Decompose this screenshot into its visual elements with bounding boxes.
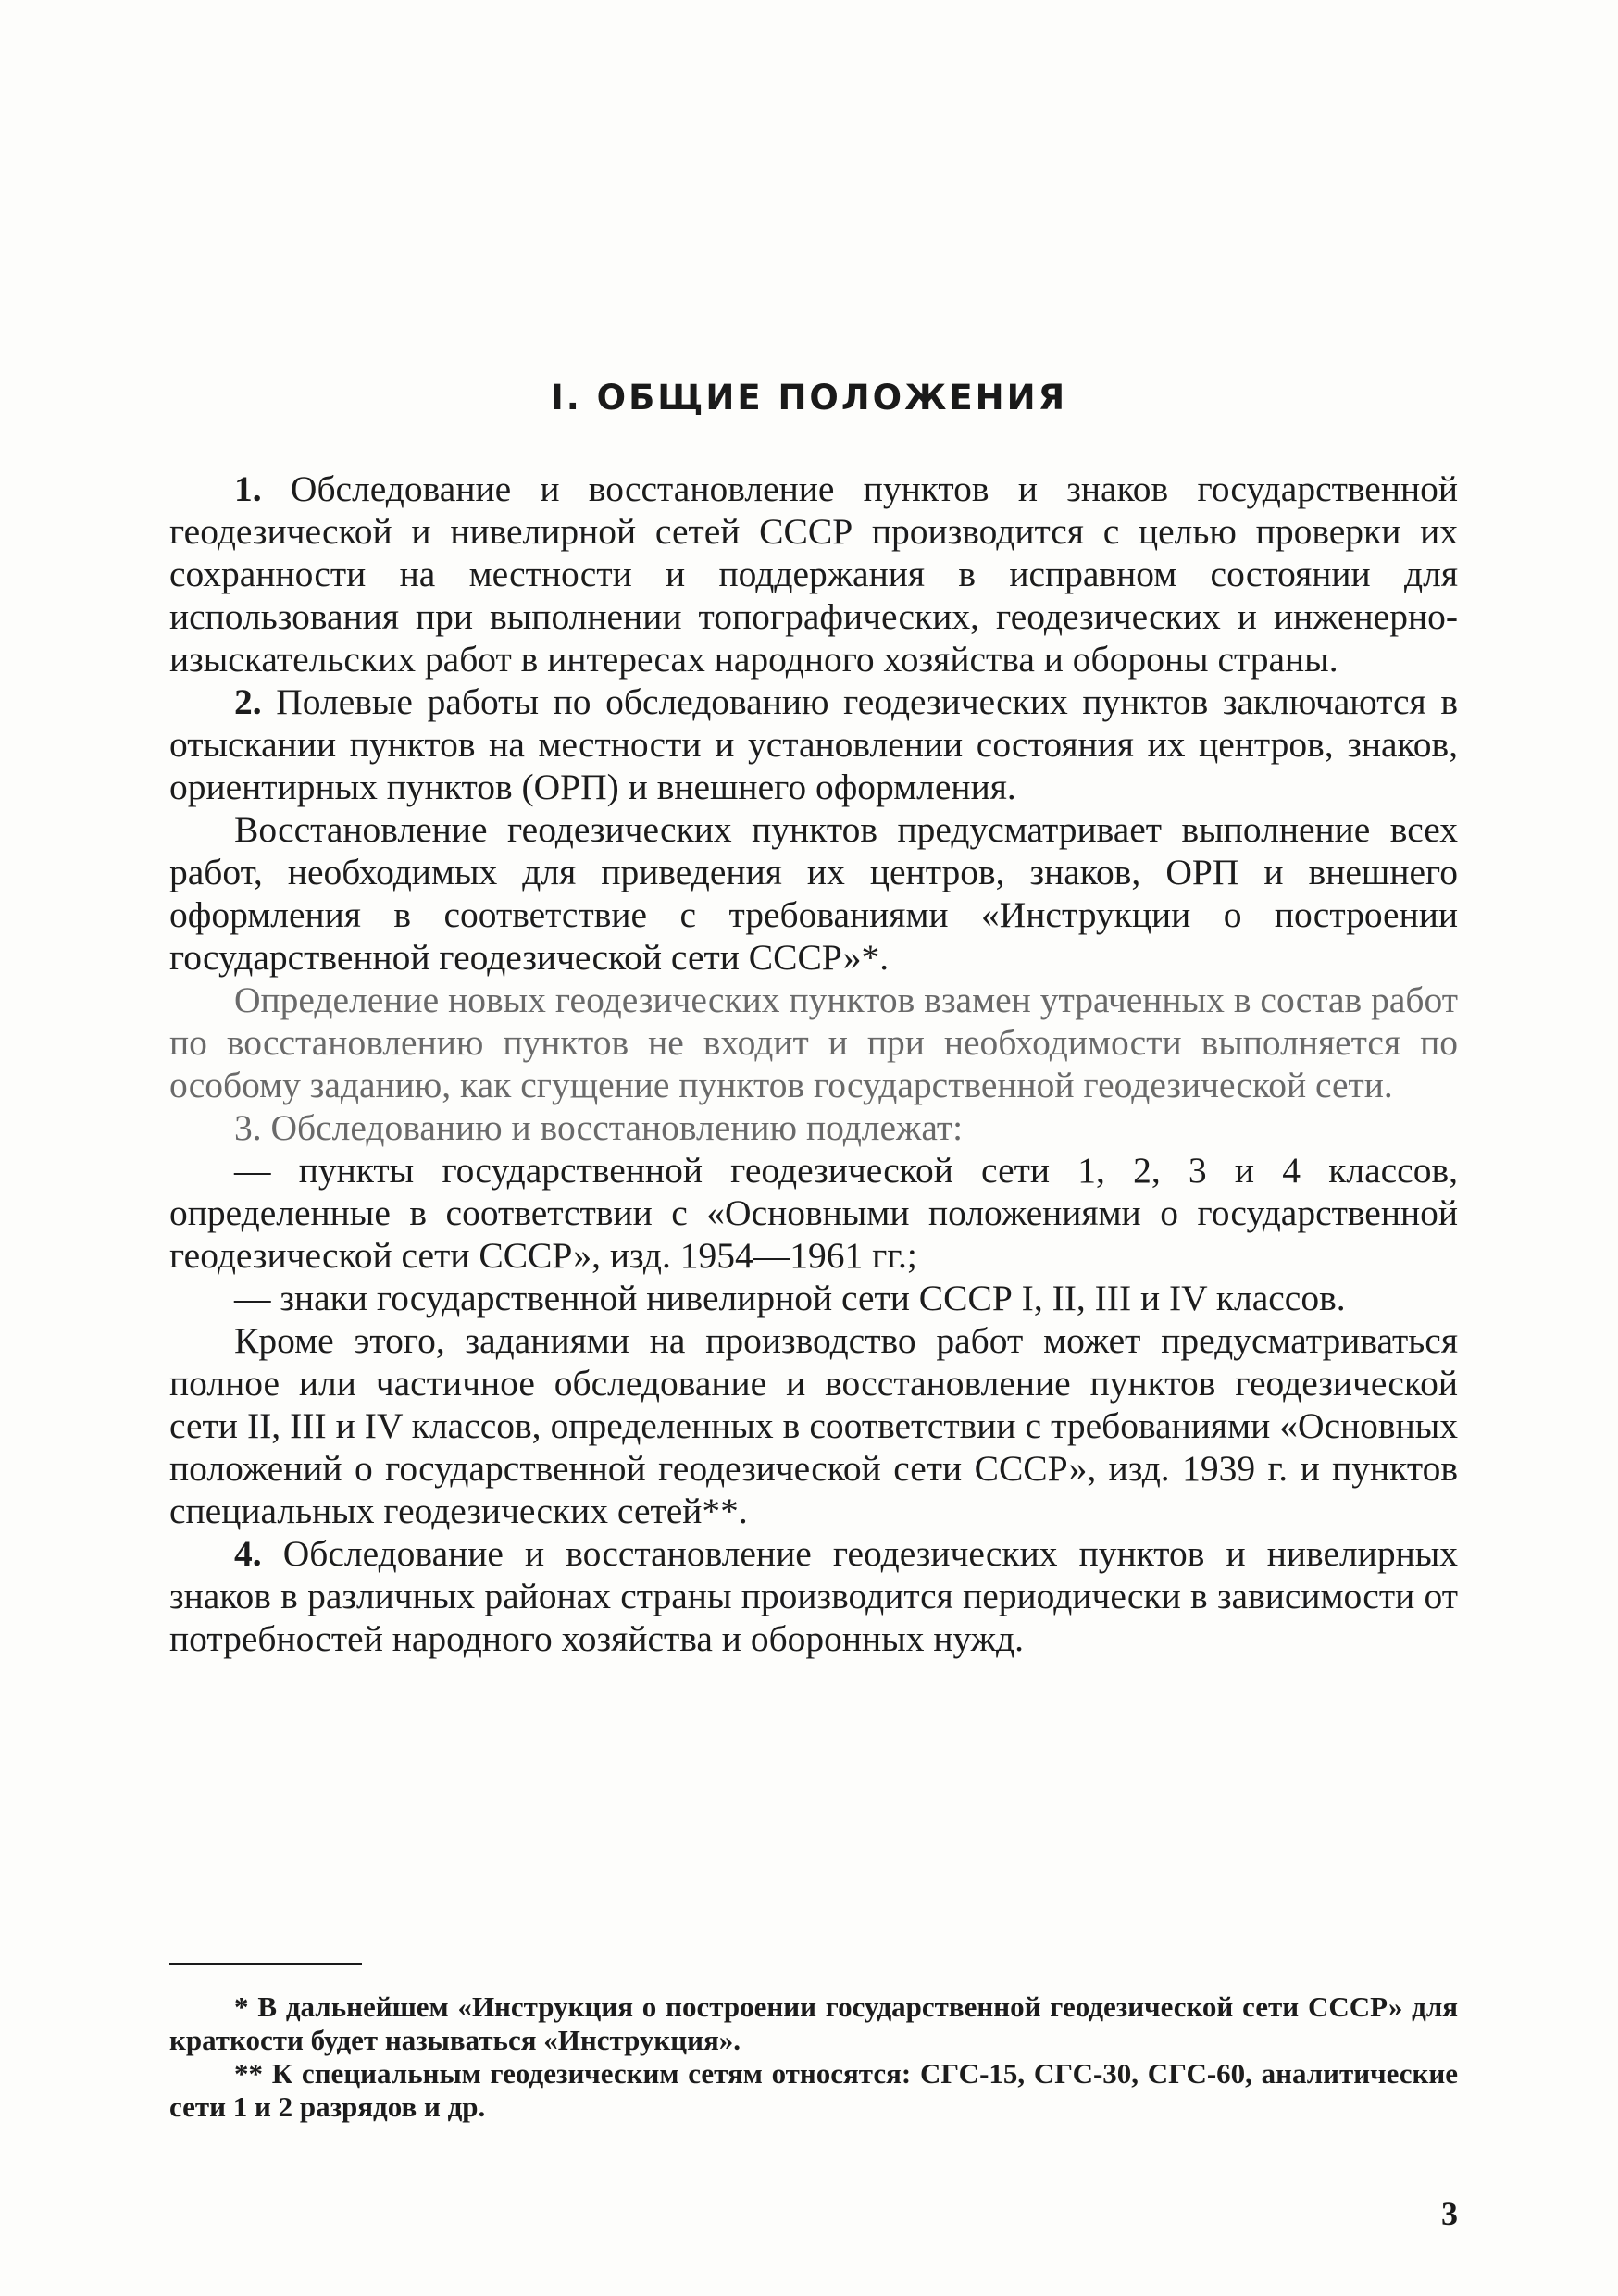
- paragraph-9: [169, 1532, 1458, 1660]
- footnote-divider: [169, 1963, 362, 1965]
- footnotes: [169, 1990, 1458, 2124]
- list-item-geodetic-points: — пункты государственной геодезической сети 1, 2, 3 и 4 классов, определенные в соответствии с «Основными положениями о государственной геодезической сети СССР», изд. 1954—1961 гг.;: [169, 1150, 1458, 1276]
- section-heading: I. ОБЩИЕ ПОЛОЖЕНИЯ: [550, 378, 1068, 418]
- paragraph-text: Обследование и восстановление геодезических пунктов и нивелирных знаков в различных районах страны производится периодически в зависимости от потребностей народного хозяйства и оборонных нужд.: [169, 1533, 1458, 1659]
- paragraph-3: Восстановление геодезических пунктов предусматривает выполнение всех работ, необходимых для приведения их центров, знаков, ОРП и внешнего оформления в соответствие с требованиями «Инструкции о построении государственной геодезической сети СССР»*.: [169, 809, 1458, 978]
- paragraph-1: [169, 468, 1458, 680]
- footnote-1: * В дальнейшем «Инструкция о построении государственной геодезической сети СССР» для краткости будет называться «Инструкция».: [169, 1990, 1458, 2056]
- paragraph-text: Полевые работы по обследованию геодезических пунктов заключаются в отыскании пунктов на местности и установлении состояния их центров, знаков, ориентирных пунктов (ОРП) и внешнего оформления.: [169, 681, 1458, 807]
- paragraph-5: 3. Обследованию и восстановлению подлежат:: [234, 1107, 964, 1148]
- footnote-2: ** К специальным геодезическим сетям относятся: СГС-15, СГС-30, СГС-60, аналитические сети 1 и 2 разрядов и др.: [169, 2057, 1458, 2123]
- paragraph-2: [169, 680, 1458, 808]
- paragraph-number: 1.: [234, 468, 262, 509]
- paragraph-4: Определение новых геодезических пунктов взамен утраченных в состав работ по восстановлению пунктов не входит и при необходимости выполняется по особому заданию, как сгущение пунктов государственной геодезической сети.: [169, 980, 1458, 1105]
- paragraph-number: 4.: [234, 1533, 262, 1574]
- list-item-leveling-marks: — знаки государственной нивелирной сети СССР I, II, III и IV классов.: [234, 1278, 1346, 1318]
- paragraph-number: 2.: [234, 681, 262, 722]
- paragraph-text: Обследование и восстановление пунктов и знаков государственной геодезической и нивелирной сетей СССР производится с целью проверки их сохранности на местности и поддержания в исправном состоянии для использования при выполнении топографических, геодезических и инженерно-изыскательских работ в интересах народного хозяйства и обороны страны.: [169, 468, 1458, 680]
- body-text: [169, 468, 1458, 1660]
- paragraph-8: Кроме этого, заданиями на производство работ может предусматриваться полное или частичное обследование и восстановление пунктов геодезической сети II, III и IV классов, определенных в соответствии с требованиями «Основных положений о государственной геодезической сети СССР», изд. 1939 г. и пунктов специальных геодезических сетей**.: [169, 1320, 1458, 1531]
- page-number: 3: [1441, 2195, 1458, 2232]
